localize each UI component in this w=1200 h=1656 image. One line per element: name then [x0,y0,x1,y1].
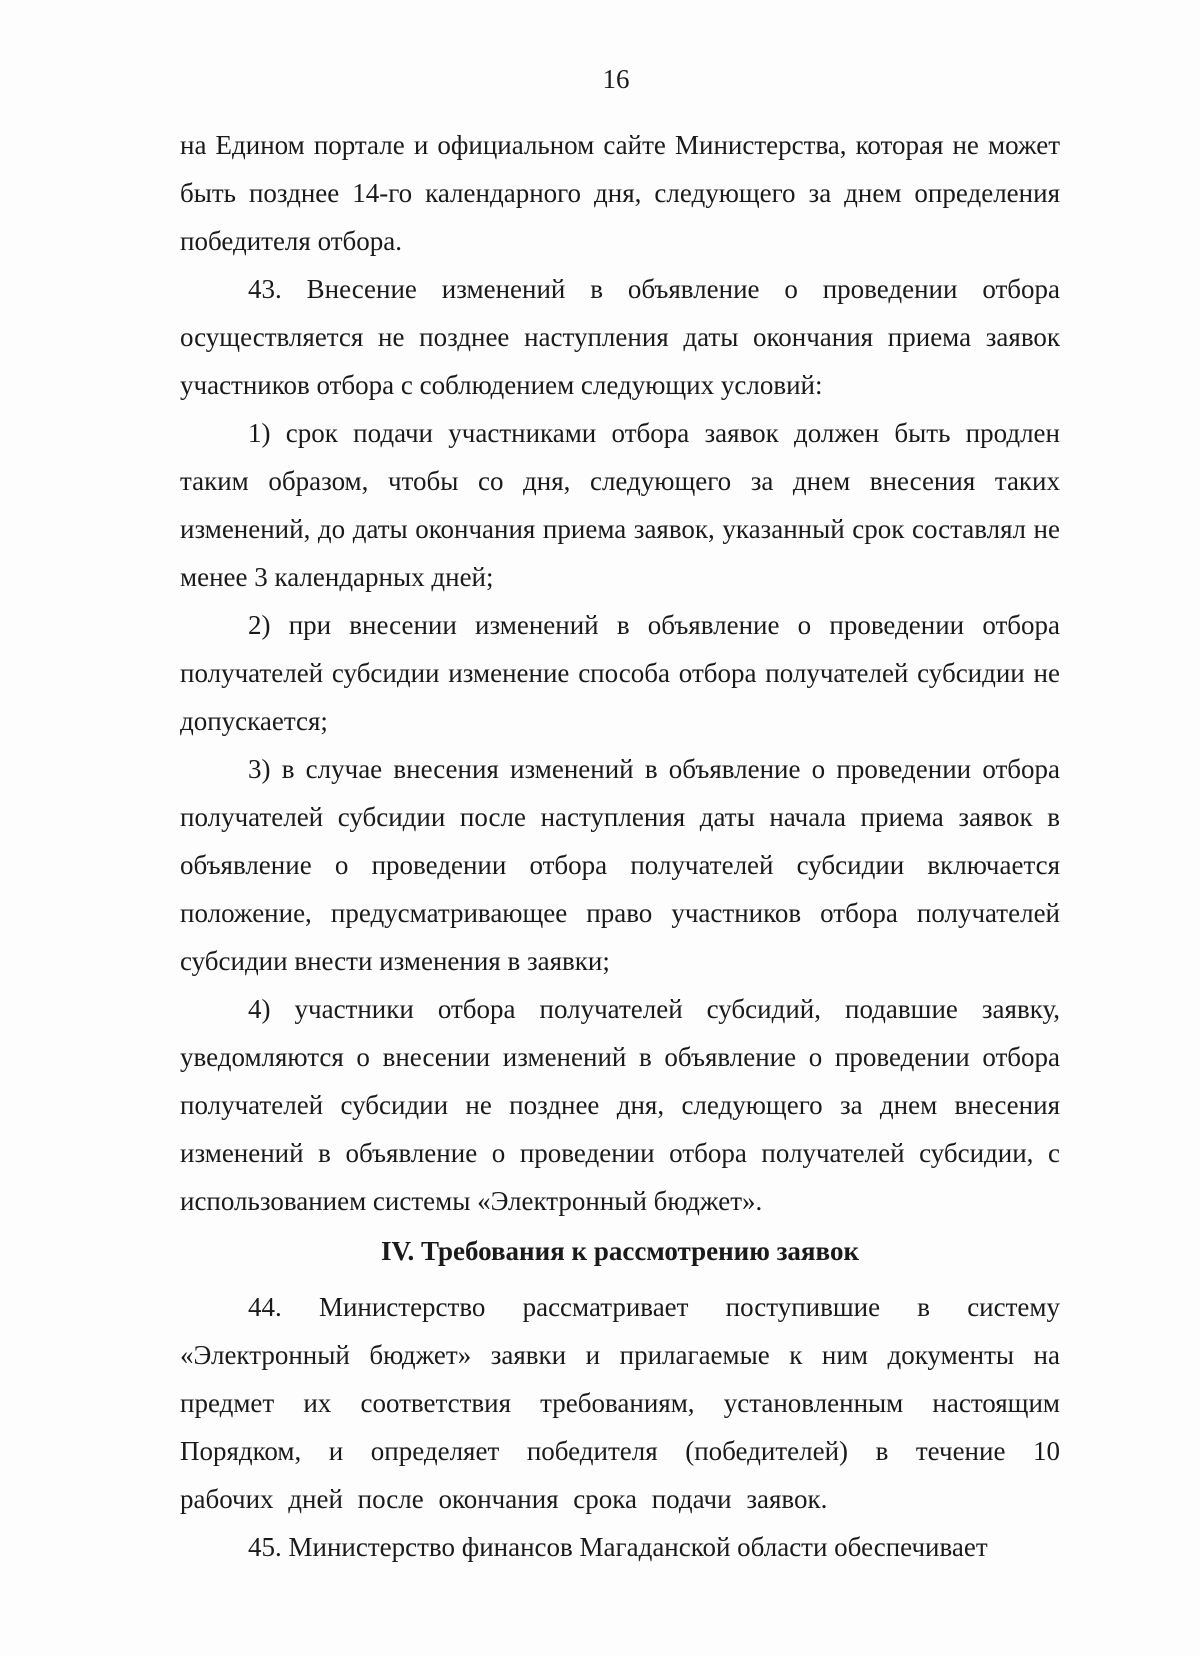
paragraph-45: 45. Министерство финансов Магаданской области обеспечивает [248,1532,988,1562]
list-item-2: 2) при внесении изменений в объявление о проведении отбора получателей субсидии изменение способа отбора получателей субсидии не допускается; [180,610,1060,736]
document-body [180,121,1060,1571]
section-heading: IV. Требования к рассмотрению заявок [381,1236,859,1266]
list-item-4: 4) участники отбора получателей субсидий, подавшие заявку, уведомляются о внесении изменений в объявление о проведении отбора получателей субсидии не позднее дня, следующего за днем внесения изменений в объявление о проведении отбора получателей субсидии, с использованием системы «Электронный бюджет». [180,994,1060,1216]
paragraph-43: 43. Внесение изменений в объявление о проведении отбора осуществляется не позднее наступления даты окончания приема заявок участников отбора с соблюдением следующих условий: [180,274,1060,400]
page-number: 16 [602,64,630,94]
list-item-3: 3) в случае внесения изменений в объявление о проведении отбора получателей субсидии после наступления даты начала приема заявок в объявление о проведении отбора получателей субсидии включается положение, предусматривающее право участников отбора получателей субсидии внести изменения в заявки; [180,754,1060,976]
paragraph-44: 44. Министерство рассматривает поступившие в систему «Электронный бюджет» заявки и прилагаемые к ним документы на предмет их соответствия требованиям, установленным настоящим Порядком, и определяет победителя (победителей) в течение 10 рабочих дней после окончания срока подачи заявок. [180,1292,1060,1514]
paragraph-continuation: на Едином портале и официальном сайте Министерства, которая не может быть позднее 14-го календарного дня, следующего за днем определения победителя отбора. [180,130,1060,256]
list-item-1: 1) срок подачи участниками отбора заявок должен быть продлен таким образом, чтобы со дня, следующего за днем внесения таких изменений, до даты окончания приема заявок, указанный срок составлял не менее 3 календарных дней; [180,418,1060,592]
